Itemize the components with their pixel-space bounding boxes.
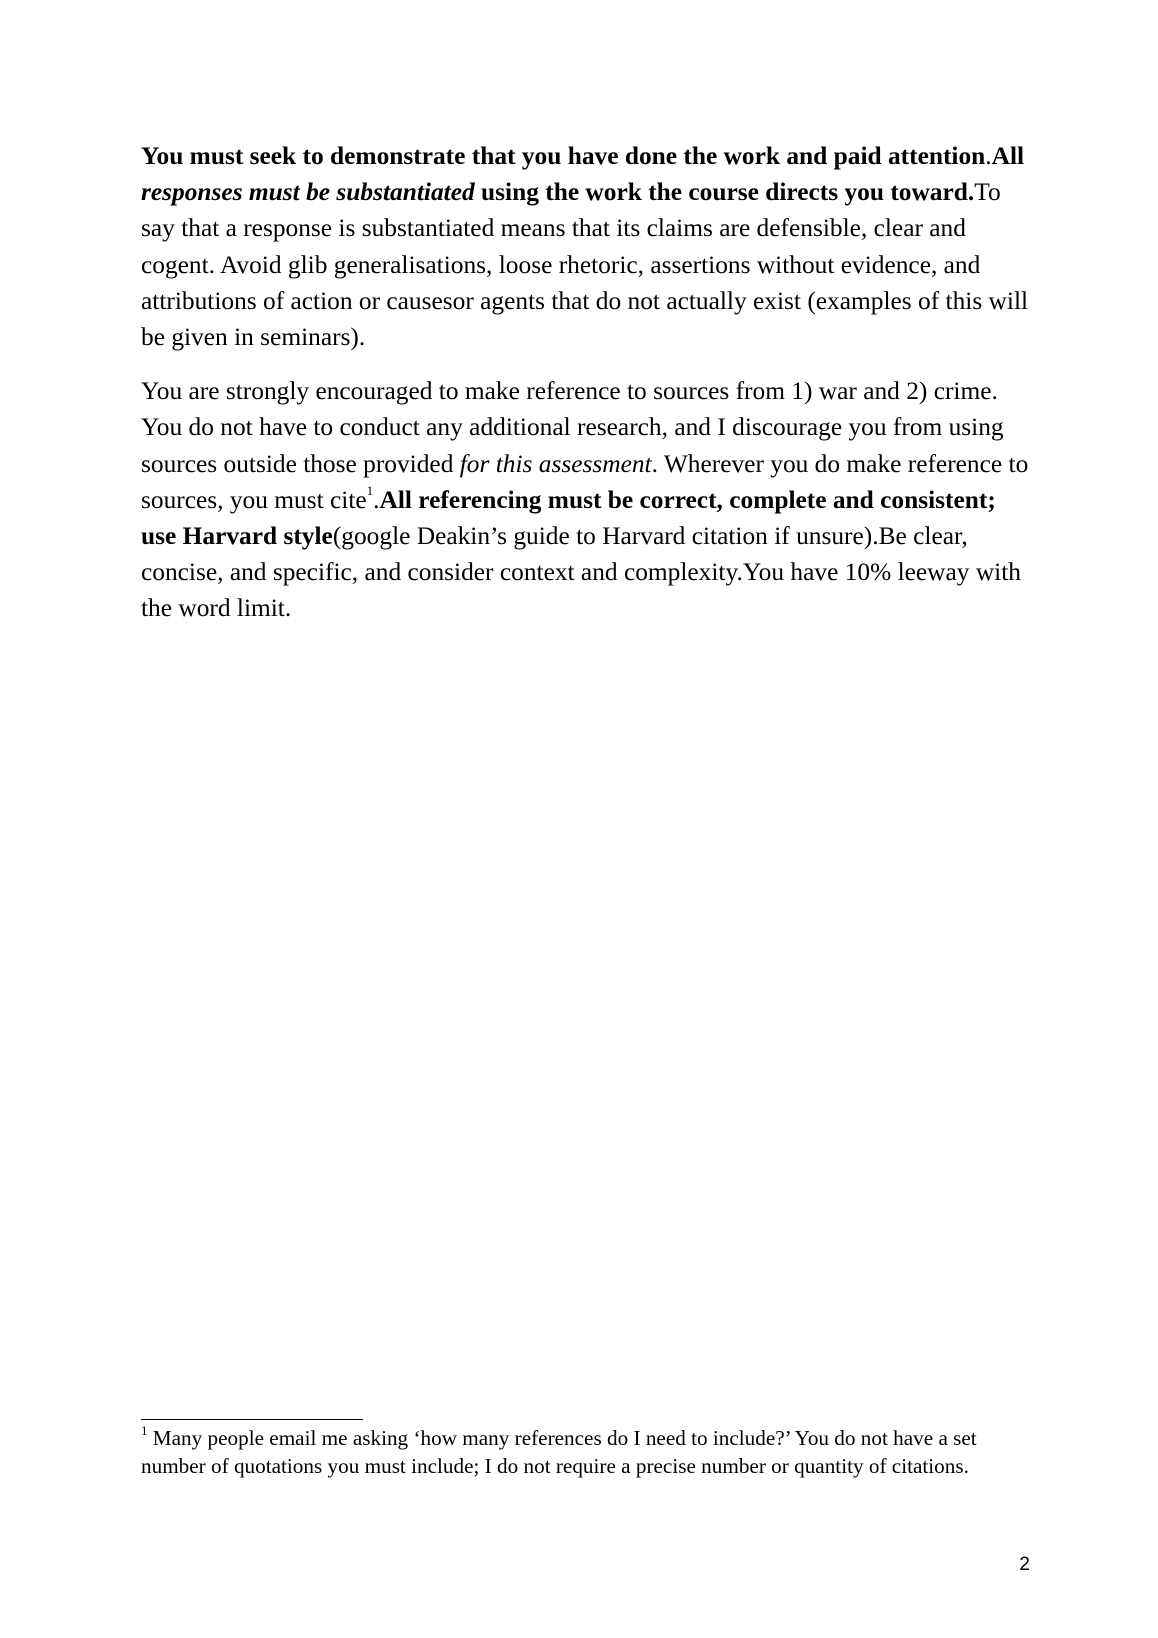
text-run: (google Deakin’s guide to Harvard citation if unsure).Be clear, concise, and specific, and consider context and complexity.You have 10% leeway with the word limit. <box>141 522 1021 623</box>
bold-italic-run: responses must be substantiated <box>141 178 475 207</box>
italic-run: for this assessment <box>459 449 652 478</box>
paragraph-requirements <box>141 138 1031 355</box>
bold-run: All referencing must be correct, complete and consistent; use Harvard style <box>141 485 996 551</box>
bold-run: All <box>991 142 1025 170</box>
footnote-separator <box>141 1419 363 1420</box>
footnote-marker: 1 <box>141 1422 148 1438</box>
text-run: . Wherever you do make reference to sources, you must cite <box>141 449 1029 514</box>
paragraph-sources <box>141 373 1031 626</box>
footnote <box>141 1422 1036 1480</box>
text-run: You are strongly encouraged to make reference to sources from 1) war and 2) crime. You do not have to conduct any additional research, and I discourage you from using sources outside those provided <box>141 377 1004 478</box>
body-text <box>141 138 1031 627</box>
bold-run: using the work the course directs you toward. <box>474 178 975 207</box>
footnote-text: Many people email me asking ‘how many references do I need to include?’ You do not have a set number of quotations you must include; I do not require a precise number or quantity of citations. <box>141 1426 977 1478</box>
bold-run: You must seek to demonstrate that you have done the work and paid attention <box>141 142 986 170</box>
text-run: To say that a response is substantiated means that its claims are defensible, clear and cogent. Avoid glib generalisations, loose rhetoric, assertions without evidence, and attributions of action or causesor agents that do not actually exist (examples of this will be given in seminars). <box>141 178 1029 352</box>
text-run: . <box>373 485 380 514</box>
text-run: . <box>985 142 992 170</box>
page-number: 2 <box>1019 1554 1030 1575</box>
footnote-reference[interactable]: 1 <box>366 483 374 499</box>
